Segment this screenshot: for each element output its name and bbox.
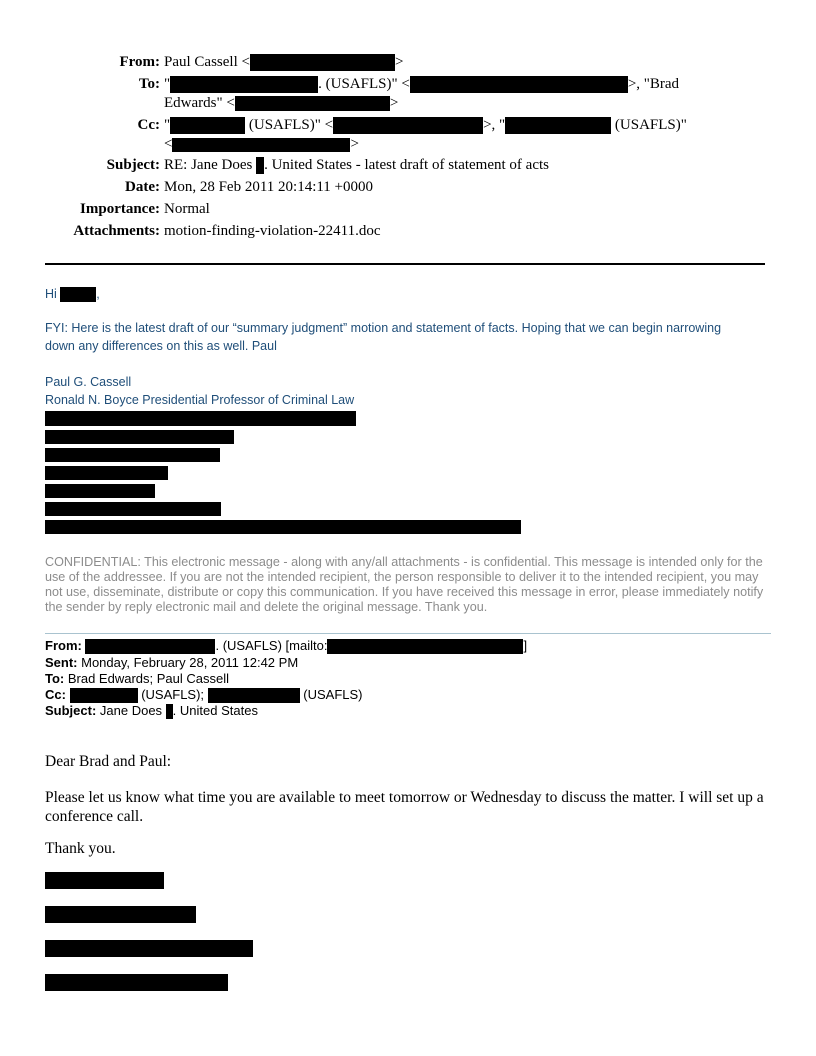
redaction-block [333,117,483,134]
redaction-block [45,466,168,480]
redaction-block [45,448,220,462]
cc-label: Cc: [137,117,160,133]
redaction-block [166,704,173,719]
redaction-block [172,138,350,152]
redaction-block [85,639,215,654]
redaction-block [45,520,521,534]
redaction-block [45,502,221,516]
fwd-from-row: From: . (USAFLS) [mailto: ] [45,638,528,653]
redaction-block [45,872,164,889]
signature-title: Ronald N. Boyce Presidential Professor of Criminal Law [45,393,355,407]
redaction-block [60,287,96,302]
redaction-block [70,688,138,703]
fwd-subject-row: Subject: Jane Does . United States [45,703,258,718]
fwd-from-label: From: [45,638,82,653]
date-label: Date: [125,179,160,195]
redaction-block [256,157,264,174]
redaction-block [45,430,234,444]
redaction-block [45,411,356,426]
greeting: Hi , [45,287,100,301]
attachments-label: Attachments: [73,223,160,239]
message-separator [45,633,771,634]
redaction-block [208,688,300,703]
body-paragraph: Please let us know what time you are available to meet tomorrow or Wednesday to discuss the matter. I will set up a conference call. [45,789,764,825]
date-value: Mon, 28 Feb 2011 20:14:11 +0000 [164,179,374,195]
header-divider [45,263,765,265]
closing: Thank you. [45,840,116,857]
subject-label: Subject: [106,157,160,173]
attachment-link[interactable]: motion-finding-violation-22411.doc [164,223,381,239]
fwd-cc-row: Cc: (USAFLS); (USAFLS) [45,687,363,702]
redaction-block [45,974,228,991]
fyi-paragraph: FYI: Here is the latest draft of our “summary judgment” motion and statement of facts. Hoping that we can begin narrowing down any differences on this as well. Paul [45,321,722,353]
redaction-block [45,906,196,923]
redaction-block [327,639,523,654]
fwd-sent-row: Sent: Monday, February 28, 2011 12:42 PM [45,655,299,670]
redaction-block [250,54,395,71]
from-name: Paul Cassell < [164,54,250,70]
redaction-block [45,484,155,498]
signature-name: Paul G. Cassell [45,375,132,389]
confidentiality-notice: CONFIDENTIAL: This electronic message - along with any/all attachments - is confidential. This message is intended only for the use of the addressee. If you are not the intended recipient, the person responsible to deliver it to the intended recipient, you may not use, disseminate, distribute or copy this communication. If you have received this message in error, please immediately notify the sender by reply electronic mail and delete the original message. Thank you. [45,555,764,614]
redaction-block [45,940,253,957]
from-label: From: [119,54,160,70]
importance-label: Importance: [80,201,160,217]
redaction-block [410,76,628,93]
to-label: To: [138,76,160,92]
importance-value: Normal [164,201,210,217]
redaction-block [170,76,318,93]
redaction-block [170,117,245,134]
fwd-to-row: To: Brad Edwards; Paul Cassell [45,671,229,686]
redaction-block [235,96,390,111]
salutation: Dear Brad and Paul: [45,753,172,770]
redaction-block [505,117,611,134]
